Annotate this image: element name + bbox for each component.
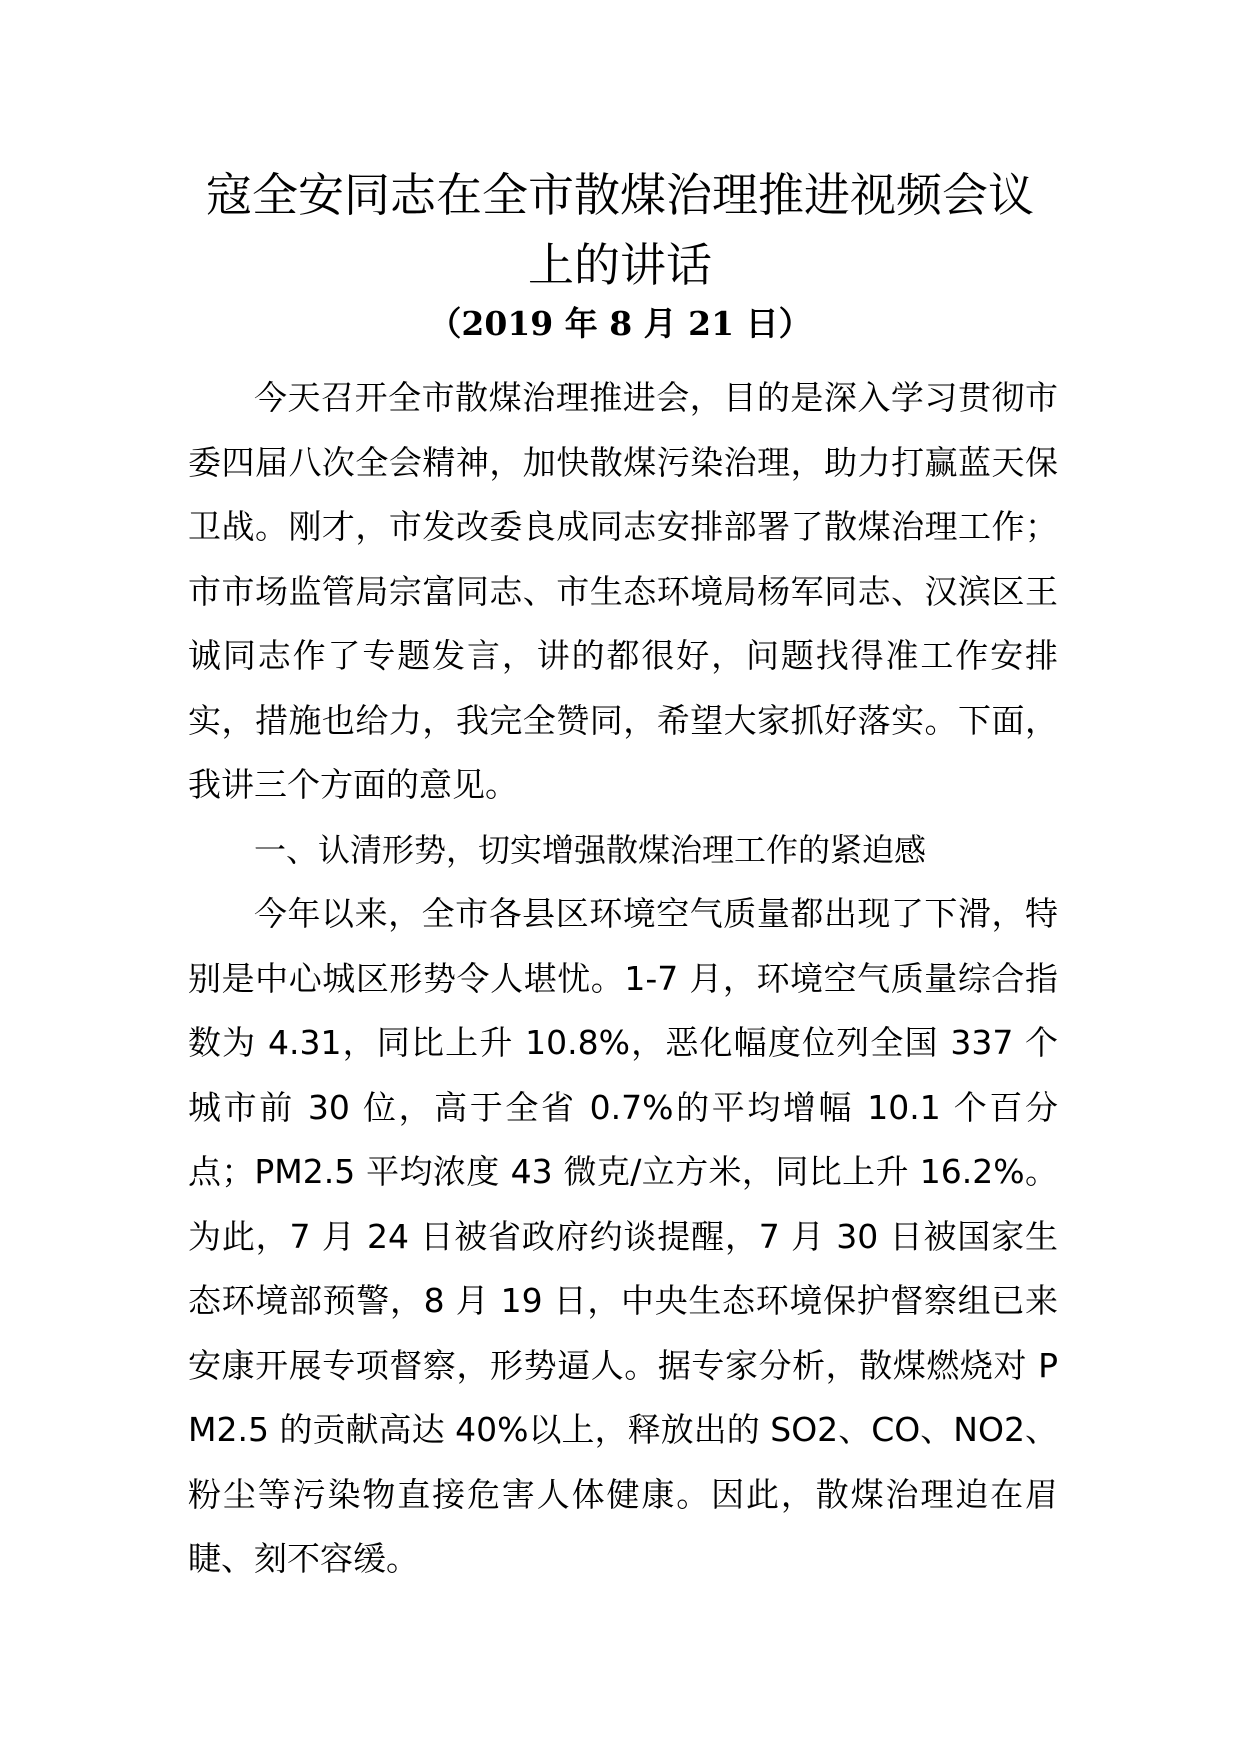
intro-paragraph: 今天召开全市散煤治理推进会，目的是深入学习贯彻市委四届八次全会精神，加快散煤污染治理，助力打赢蓝天保卫战。刚才，市发改委良成同志安排部署了散煤治理工作；市市场监管局宗富同志、市生态环境局杨军同志、汉滨区王诚同志作了专题发言，讲的都很好，问题找得准工作安排实，措施也给力，我完全赞同，希望大家抓好落实。下面，我讲三个方面的意见。 (188, 378, 1058, 804)
section-1-paragraph: 今年以来，全市各县区环境空气质量都出现了下滑，特别是中心城区形势令人堪忧。1-7 月，环境空气质量综合指数为 4.31，同比上升 10.8%，恶化幅度位列全国 337 个城市前 30 位，高于全省 0.7%的平均增幅 10.1 个百分点；PM2.5 平均浓度 43 微克/立方米，同比上升 16.2%。为此，7 月 24 日被省政府约谈提醒，7 月 30 日被国家生态环境部预警，8 月 19 日，中央生态环境保护督察组已来安康开展专项督察，形势逼人。据专家分析，散煤燃烧对 PM2.5 的贡献高达 40%以上，释放出的 SO2、CO、NO2、粉尘等污染物直接危害人体健康。因此，散煤治理迫在眉睫、刻不容缓。 (188, 894, 1058, 1578)
title-line-1: 寇全安同志在全市散煤治理推进视频会议 (206, 168, 1034, 222)
document-body (188, 366, 1058, 1592)
section-heading-1: 一、认清形势，切实增强散煤治理工作的紧迫感 (254, 830, 927, 869)
document-title (150, 160, 1090, 300)
title-line-2: 上的讲话 (528, 238, 712, 292)
document-date: （2019 年 8 月 21 日） (428, 304, 812, 343)
